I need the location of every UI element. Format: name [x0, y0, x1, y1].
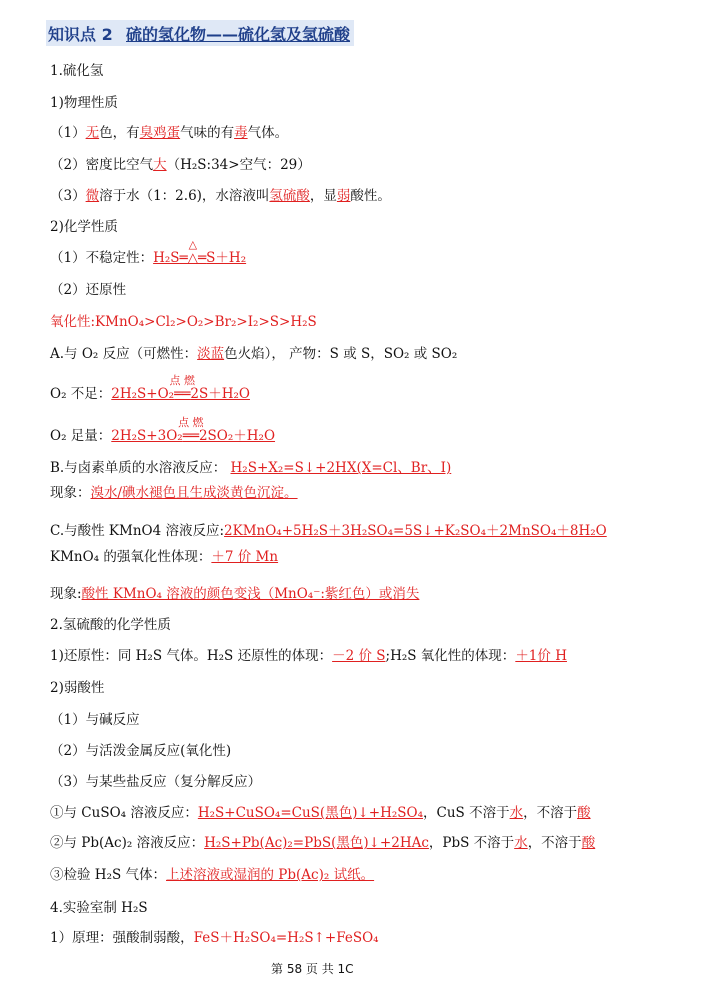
- body-text: ，PbS 不溶于: [428, 835, 515, 851]
- equals-sign: ══: [174, 386, 191, 402]
- text-line: [50, 484, 298, 502]
- body-text: （1）不稳定性：: [50, 250, 154, 266]
- text-line: [50, 416, 276, 445]
- body-text: 1）原理：强酸制弱酸，: [50, 930, 194, 946]
- equals-sign: ══: [182, 428, 199, 444]
- page-footer: [271, 960, 354, 977]
- answer-text: 2KMnO₄+5H₂S＋3H₂SO₄=5S↓+K₂SO₄＋2MnSO₄＋8H₂O: [224, 523, 607, 539]
- body-text: （1）: [50, 125, 86, 141]
- answer-text: 毒: [234, 125, 248, 141]
- heading-number: 知识点 2: [48, 25, 113, 44]
- text-line: [50, 804, 591, 822]
- reaction-condition: 点 燃: [178, 416, 204, 429]
- body-text: 1)物理性质: [50, 95, 118, 111]
- text-line: [50, 711, 140, 729]
- answer-text: －2 价 S: [332, 648, 386, 664]
- text-line: [50, 94, 118, 112]
- reaction-condition: 点 燃: [169, 374, 195, 387]
- answer-text: [169, 374, 195, 403]
- body-text: 酸性。: [350, 188, 391, 204]
- text-line: [50, 124, 288, 142]
- body-text: （3）与某些盐反应（复分解反应）: [50, 774, 262, 790]
- body-text: 现象：: [50, 485, 91, 501]
- answer-text: 氢硫酸: [269, 188, 310, 204]
- body-text: ，不溶于: [523, 805, 578, 821]
- text-line: [50, 647, 567, 665]
- body-text: 1)还原性：同 H₂S 气体。H₂S 还原性的体现：: [50, 648, 333, 664]
- body-text: O₂ 足量：: [50, 428, 112, 444]
- body-text: 2.氢硫酸的化学性质: [50, 617, 171, 633]
- body-text: B.与卤素单质的水溶液反应：: [50, 460, 231, 476]
- answer-text: 溴水/碘水褪色且生成淡黄色沉淀。: [90, 485, 298, 501]
- answer-text: [179, 238, 207, 267]
- reaction-condition: △: [188, 238, 198, 251]
- answer-text: 弱: [336, 188, 351, 204]
- answer-text: 臭鸡蛋: [139, 125, 181, 141]
- answer-text: 2H₂S+O₂: [111, 386, 175, 402]
- text-line: [50, 459, 451, 477]
- answer-text: 水: [509, 805, 524, 821]
- body-text: ②与 Pb(Ac)₂ 溶液反应：: [50, 835, 205, 851]
- body-text: 1.硫化氢: [50, 63, 104, 79]
- text-line: [50, 374, 250, 403]
- body-text: 4.实验室制 H₂S: [50, 900, 148, 916]
- body-text: C.与酸性 KMnO4 溶液反应:: [50, 523, 225, 539]
- answer-text: 无: [85, 125, 100, 141]
- text-line: [50, 281, 126, 299]
- body-text: （2）与活泼金属反应(氧化性): [50, 743, 232, 759]
- answer-text: ＋7 价 Mn: [211, 549, 279, 565]
- body-text: 气味的有: [180, 125, 235, 141]
- body-text: （3）: [50, 188, 86, 204]
- text-line: [50, 187, 391, 205]
- text-line: [50, 899, 148, 917]
- body-text: （2）密度比空气: [50, 157, 154, 173]
- answer-text: 2SO₂＋H₂O: [198, 428, 276, 444]
- answer-text: 酸: [581, 835, 596, 851]
- answer-text: [178, 416, 204, 445]
- answer-text: 酸性 KMnO₄ 溶液的颜色变浅（MnO₄⁻:紫红色）或消失: [81, 586, 420, 602]
- text-line: [50, 156, 311, 174]
- text-line: [50, 218, 118, 236]
- answer-text: 淡蓝: [197, 346, 225, 362]
- answer-text: H₂S+X₂=S↓+2HX(X=Cl、Br、I): [230, 460, 452, 476]
- text-line: [50, 616, 171, 634]
- answer-text: H₂S: [153, 250, 180, 266]
- body-text: 气体。: [247, 125, 289, 141]
- text-line: [50, 522, 607, 540]
- text-line: [50, 866, 374, 884]
- answer-text: 微: [85, 188, 100, 204]
- body-text: ，显: [309, 188, 337, 204]
- body-text: （2）还原性: [50, 282, 127, 298]
- body-text: ;H₂S 氧化性的体现：: [385, 648, 516, 664]
- page-number: 第 58 页 共 1C: [271, 962, 354, 976]
- text-line: [50, 679, 104, 697]
- text-line: [50, 313, 317, 331]
- body-text: 色，有: [99, 125, 140, 141]
- answer-text: H₂S+Pb(Ac)₂=PbS(黑色)↓+2HAc: [204, 835, 429, 851]
- text-line: [50, 929, 379, 947]
- text-line: [50, 345, 457, 363]
- answer-text: FeS＋H₂SO₄=H₂S↑+FeSO₄: [193, 930, 379, 946]
- answer-text: 上述溶液或湿润的 Pb(Ac)₂ 试纸。: [166, 867, 375, 883]
- answer-text: 2H₂S+3O₂: [111, 428, 183, 444]
- answer-text: H₂S+CuSO₄=CuS(黑色)↓+H₂SO₄: [197, 805, 423, 821]
- text-line: [50, 773, 261, 791]
- body-text: 现象:: [50, 586, 82, 602]
- body-text: ①与 CuSO₄ 溶液反应：: [50, 805, 198, 821]
- answer-text: S＋H₂: [206, 250, 247, 266]
- answer-text: 水: [514, 835, 528, 851]
- body-text: ③检验 H₂S 气体：: [50, 867, 167, 883]
- body-text: （H₂S:34>空气：29）: [166, 157, 311, 173]
- body-text: 2)弱酸性: [50, 680, 105, 696]
- text-line: [50, 585, 419, 603]
- heading-title: 硫的氢化物——硫化氢及氢硫酸: [126, 25, 351, 44]
- text-line: [50, 742, 231, 760]
- body-text: KMnO₄ 的强氧化性体现：: [50, 549, 212, 565]
- equals-sign: ═△═: [179, 250, 207, 266]
- body-text: A.与 O₂ 反应（可燃性：: [50, 346, 198, 362]
- answer-text: 2S＋H₂O: [190, 386, 250, 402]
- text-line: [50, 238, 247, 267]
- answer-text: 氧化性:KMnO₄>Cl₂>O₂>Br₂>I₂>S>H₂S: [50, 314, 317, 330]
- body-text: ，不溶于: [527, 835, 582, 851]
- body-text: ，CuS 不溶于: [423, 805, 510, 821]
- text-line: [50, 834, 595, 852]
- answer-text: 酸: [577, 805, 591, 821]
- text-line: [50, 62, 103, 80]
- body-text: 2)化学性质: [50, 219, 118, 235]
- text-line: [50, 548, 278, 566]
- body-text: 色火焰）， 产物：S 或 S，SO₂ 或 SO₂: [224, 346, 458, 362]
- body-text: 溶于水（1：2.6)，水溶液叫: [99, 188, 270, 204]
- body-text: （1）与碱反应: [50, 712, 140, 728]
- section-heading: [46, 20, 354, 46]
- answer-text: ＋1价 H: [515, 648, 567, 664]
- body-text: O₂ 不足：: [50, 386, 112, 402]
- answer-text: 大: [153, 157, 167, 173]
